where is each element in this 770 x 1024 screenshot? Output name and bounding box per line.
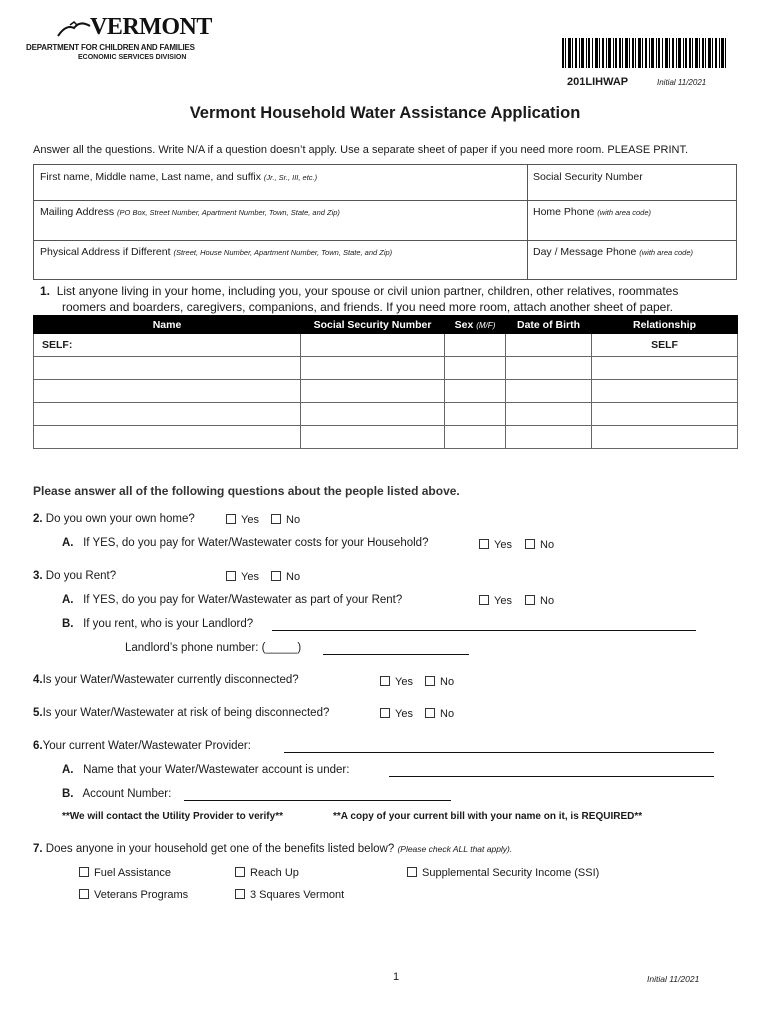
question-4	[33, 674, 299, 686]
question-2	[33, 513, 195, 525]
checkbox-icon	[525, 539, 535, 549]
q6a-label: A.	[62, 764, 74, 776]
q4-yes-label: Yes	[395, 676, 413, 688]
q3-no-checkbox[interactable]	[271, 571, 300, 583]
table-cell[interactable]	[445, 380, 506, 403]
mountain-bird-icon	[56, 16, 92, 38]
q3a-no-checkbox[interactable]	[525, 595, 554, 607]
fuel-assistance-checkbox[interactable]	[79, 867, 171, 879]
reach-up-checkbox[interactable]	[235, 867, 299, 879]
q2-yes-checkbox[interactable]	[226, 514, 259, 526]
home-phone-hint: (with area code)	[597, 208, 651, 217]
form-revision-bottom: Initial 11/2021	[647, 974, 700, 984]
q5-yes-label: Yes	[395, 708, 413, 720]
form-id: 201LIHWAP	[567, 76, 629, 88]
checkbox-icon	[226, 571, 236, 581]
page-title: Vermont Household Water Assistance Application	[189, 104, 581, 122]
q5-no-label: No	[440, 708, 455, 720]
table-cell[interactable]	[506, 334, 592, 357]
question-5	[33, 707, 329, 719]
page-number: 1	[393, 971, 400, 983]
veterans-label: Veterans Programs	[94, 889, 189, 901]
ssn-label: Social Security Number	[533, 171, 643, 183]
day-phone-field[interactable]	[533, 246, 693, 258]
table-cell[interactable]	[592, 426, 738, 449]
table-cell[interactable]	[592, 380, 738, 403]
q3b-text: If you rent, who is your Landlord?	[83, 618, 254, 630]
q4-no-label: No	[440, 676, 455, 688]
q5-number: 5.	[33, 707, 43, 719]
q2a-text: If YES, do you pay for Water/Wastewater costs for your Household?	[83, 537, 429, 549]
checkbox-icon	[425, 708, 435, 718]
q2-no-label: No	[286, 514, 301, 526]
q4-no-checkbox[interactable]	[425, 676, 454, 688]
table-cell[interactable]	[34, 426, 301, 449]
fuel-assistance-label: Fuel Assistance	[94, 867, 172, 879]
division-name: ECONOMIC SERVICES DIVISION	[78, 54, 187, 61]
name-field[interactable]	[40, 171, 317, 183]
table-cell[interactable]	[592, 403, 738, 426]
veterans-checkbox[interactable]	[79, 889, 188, 901]
q1-number: 1.	[40, 284, 51, 298]
col-sex-hint: (M/F)	[476, 320, 496, 330]
col-sex	[445, 316, 506, 334]
section-subheading: Please answer all of the following questions about the people listed above.	[33, 484, 460, 498]
table-cell[interactable]	[445, 334, 506, 357]
q1-text-line1: List anyone living in your home, including you, your spouse or civil union partner, children, other relatives, roommates	[56, 284, 679, 298]
q6-text: Your current Water/Wastewater Provider:	[42, 740, 251, 752]
physical-address-field[interactable]	[40, 246, 392, 258]
q5-yes-checkbox[interactable]	[380, 708, 413, 720]
q3b-label: B.	[62, 618, 74, 630]
mailing-hint: (PO Box, Street Number, Apartment Number, Town, State, and Zip)	[117, 208, 340, 217]
table-row	[34, 426, 738, 449]
barcode-image	[562, 38, 726, 68]
home-phone-field[interactable]	[533, 206, 651, 218]
name-hint: (Jr., Sr., III, etc.)	[263, 173, 318, 182]
landlord-phone-row	[125, 642, 301, 654]
physical-label: Physical Address if Different	[40, 246, 171, 258]
home-phone-label: Home Phone	[533, 206, 595, 218]
provider-input[interactable]	[284, 741, 714, 753]
checkbox-icon	[79, 867, 89, 877]
table-row	[34, 334, 738, 357]
q6b-text: Account Number:	[82, 788, 172, 800]
checkbox-icon	[79, 889, 89, 899]
question-6a	[62, 764, 349, 776]
table-cell[interactable]	[301, 380, 445, 403]
table-cell[interactable]	[445, 357, 506, 380]
q3a-text: If YES, do you pay for Water/Wastewater as part of your Rent?	[83, 594, 403, 606]
table-cell[interactable]	[445, 426, 506, 449]
landlord-phone-area: (_____)	[261, 642, 302, 654]
q2a-no-checkbox[interactable]	[525, 539, 554, 551]
table-cell[interactable]	[506, 403, 592, 426]
q3-yes-label: Yes	[241, 571, 259, 583]
question-6b	[62, 788, 171, 800]
question-1	[40, 283, 740, 315]
checkbox-icon	[226, 514, 236, 524]
q7-number: 7.	[33, 843, 43, 855]
q5-text: Is your Water/Wastewater at risk of being disconnected?	[42, 707, 330, 719]
day-phone-hint: (with area code)	[639, 248, 694, 257]
table-row	[34, 403, 738, 426]
account-number-input[interactable]	[184, 789, 451, 801]
table-cell[interactable]	[301, 426, 445, 449]
q2a-yes-label: Yes	[494, 539, 512, 551]
q2-text: Do you own your own home?	[45, 513, 195, 525]
checkbox-icon	[479, 595, 489, 605]
col-relationship: Relationship	[592, 316, 738, 334]
q3-number: 3.	[33, 570, 43, 582]
q1-text-line2: roomers and boarders, caregivers, companions, and friends. If you need more room, attach another sheet of paper.	[62, 300, 674, 314]
mailing-label: Mailing Address	[40, 206, 115, 218]
info-grid-divider	[527, 165, 528, 279]
table-cell[interactable]	[506, 426, 592, 449]
self-name-cell[interactable]: SELF:	[34, 334, 301, 357]
q2a-no-label: No	[540, 539, 555, 551]
q6b-label: B.	[62, 788, 74, 800]
question-3b	[62, 618, 253, 630]
table-cell[interactable]	[301, 357, 445, 380]
checkbox-icon	[271, 514, 281, 524]
col-name: Name	[34, 316, 301, 334]
q7-text: Does anyone in your household get one of the benefits listed below?	[45, 843, 395, 855]
question-3a	[62, 594, 402, 606]
vermont-logo	[26, 14, 212, 64]
table-cell[interactable]	[506, 380, 592, 403]
q3-no-label: No	[286, 571, 301, 583]
info-row-divider	[34, 200, 736, 201]
self-relationship-cell: SELF	[592, 334, 738, 357]
q6-number: 6.	[33, 740, 43, 752]
table-row	[34, 380, 738, 403]
table-cell[interactable]	[592, 357, 738, 380]
q2-number: 2.	[33, 513, 43, 525]
table-header-row	[34, 316, 738, 334]
q3-yes-checkbox[interactable]	[226, 571, 259, 583]
q5-no-checkbox[interactable]	[425, 708, 454, 720]
form-revision-top: Initial 11/2021	[657, 78, 707, 87]
q4-text: Is your Water/Wastewater currently disconnected?	[42, 674, 299, 686]
checkbox-icon	[235, 867, 245, 877]
col-ssn: Social Security Number	[301, 316, 445, 334]
q3a-no-label: No	[540, 595, 555, 607]
checkbox-icon	[235, 889, 245, 899]
household-members-table	[33, 315, 738, 449]
landlord-phone-label: Landlord’s phone number:	[125, 642, 259, 654]
bill-required-note: **A copy of your current bill with your name on it, is REQUIRED**	[333, 811, 643, 822]
checkbox-icon	[525, 595, 535, 605]
department-name: DEPARTMENT FOR CHILDREN AND FAMILIES	[26, 43, 195, 52]
checkbox-icon	[380, 676, 390, 686]
question-6	[33, 740, 251, 752]
q2-no-checkbox[interactable]	[271, 514, 300, 526]
ssi-checkbox[interactable]	[407, 867, 599, 879]
q3a-yes-checkbox[interactable]	[479, 595, 512, 607]
q3a-label: A.	[62, 594, 74, 606]
table-cell[interactable]	[506, 357, 592, 380]
landlord-name-input[interactable]	[272, 619, 696, 631]
col-dob: Date of Birth	[506, 316, 592, 334]
reach-up-label: Reach Up	[250, 867, 299, 879]
instructions: Answer all the questions. Write N/A if a question doesn’t apply. Use a separate sheet of paper if you need more room. PLEASE PRINT.	[33, 144, 689, 156]
question-3	[33, 570, 116, 582]
q2a-yes-checkbox[interactable]	[479, 539, 512, 551]
table-cell[interactable]	[34, 357, 301, 380]
table-cell[interactable]	[301, 403, 445, 426]
landlord-phone-input[interactable]	[323, 643, 469, 655]
mailing-address-field[interactable]	[40, 206, 340, 218]
applicant-info-grid	[33, 164, 737, 280]
3squares-label: 3 Squares Vermont	[250, 889, 345, 901]
verify-note: **We will contact the Utility Provider to verify**	[62, 811, 283, 822]
physical-hint: (Street, House Number, Apartment Number, Town, State, and Zip)	[173, 248, 393, 257]
checkbox-icon	[380, 708, 390, 718]
name-label: First name, Middle name, Last name, and suffix	[40, 171, 261, 183]
q3-text: Do you Rent?	[45, 570, 117, 582]
question-7	[33, 843, 512, 855]
q7-hint: (Please check ALL that apply).	[397, 844, 513, 854]
question-2a	[62, 537, 428, 549]
table-cell[interactable]	[301, 334, 445, 357]
checkbox-icon	[479, 539, 489, 549]
account-holder-input[interactable]	[389, 765, 714, 777]
table-cell[interactable]	[34, 403, 301, 426]
table-cell[interactable]	[445, 403, 506, 426]
3squares-checkbox[interactable]	[235, 889, 344, 901]
info-row-divider	[34, 240, 736, 241]
q4-yes-checkbox[interactable]	[380, 676, 413, 688]
q6a-text: Name that your Water/Wastewater account is under:	[83, 764, 350, 776]
logo-wordmark: VERMONT	[90, 14, 212, 40]
checkbox-icon	[407, 867, 417, 877]
q2-yes-label: Yes	[241, 514, 259, 526]
q2a-label: A.	[62, 537, 74, 549]
ssn-field[interactable]	[533, 171, 643, 183]
checkbox-icon	[271, 571, 281, 581]
col-sex-label: Sex	[454, 318, 474, 331]
q4-number: 4.	[33, 674, 43, 686]
table-cell[interactable]	[34, 380, 301, 403]
table-row	[34, 357, 738, 380]
checkbox-icon	[425, 676, 435, 686]
ssi-label: Supplemental Security Income (SSI)	[422, 867, 600, 879]
day-phone-label: Day / Message Phone	[533, 246, 637, 258]
q3a-yes-label: Yes	[494, 595, 512, 607]
